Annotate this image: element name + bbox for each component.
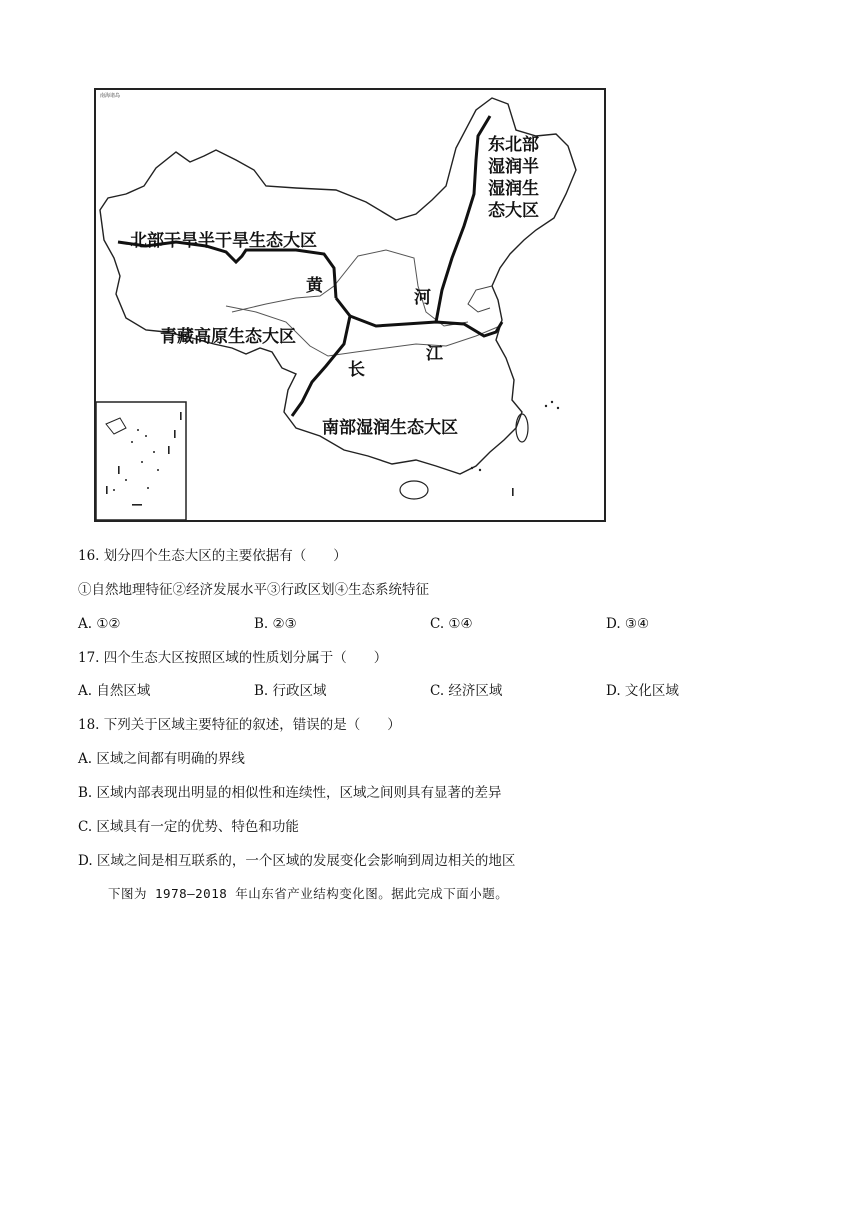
question-16-option-d: D. ③④ [606, 616, 650, 632]
question-16-stem: 16. 划分四个生态大区的主要依据有（ ） [78, 548, 347, 564]
boundary-northeast [436, 116, 490, 322]
taiwan-island [516, 414, 528, 442]
boundary-tibet-south [292, 298, 350, 416]
northeast-line-4: 态大区 [488, 201, 539, 221]
river-label-chang: 长 [348, 360, 365, 380]
question-18-option-a: A. 区域之间都有明确的界线 [78, 751, 245, 767]
question-16-option-c: C. ①④ [430, 616, 473, 632]
question-18-option-c: C. 区域具有一定的优势、特色和功能 [78, 819, 299, 835]
question-17-option-d: D. 文化区域 [606, 683, 679, 699]
river-label-huang: 黄 [306, 276, 323, 296]
eco-region-map [94, 88, 606, 522]
region-label-northeast [488, 134, 558, 222]
south-china-sea-inset [96, 402, 186, 520]
boundary-north-south [350, 316, 502, 336]
question-18-option-d: D. 区域之间是相互联系的，一个区域的发展变化会影响到周边相关的地区 [78, 853, 516, 869]
northeast-line-2: 湿润半 [488, 157, 539, 177]
northeast-line-1: 东北部 [488, 135, 539, 155]
question-16-option-b: B. ②③ [254, 616, 297, 632]
question-17-option-c: C. 经济区域 [430, 683, 503, 699]
question-18-stem: 18. 下列关于区域主要特征的叙述，错误的是（ ） [78, 717, 401, 733]
question-16-statements: ①自然地理特征②经济发展水平③行政区划④生态系统特征 [78, 582, 429, 598]
region-label-north: 北部干旱半干旱生态大区 [130, 231, 317, 251]
next-question-intro: 下图为 1978—2018 年山东省产业结构变化图。据此完成下面小题。 [108, 886, 509, 901]
northeast-line-3: 湿润生 [488, 179, 539, 199]
question-17-option-a: A. 自然区域 [78, 683, 151, 699]
region-label-south: 南部湿润生态大区 [322, 418, 458, 438]
inset-title: 南海诸岛 [100, 93, 121, 99]
hainan-island [400, 481, 428, 499]
question-18-option-b: B. 区域内部表现出明显的相似性和连续性，区域之间则具有显著的差异 [78, 785, 502, 801]
question-17-option-b: B. 行政区域 [254, 683, 327, 699]
river-label-jiang: 江 [426, 344, 443, 364]
region-label-qinghai-tibet: 青藏高原生态大区 [160, 327, 296, 347]
question-17-stem: 17. 四个生态大区按照区域的性质划分属于（ ） [78, 650, 388, 666]
island-dots [471, 401, 559, 496]
question-16-option-a: A. ①② [78, 616, 121, 632]
river-label-he: 河 [414, 288, 431, 308]
